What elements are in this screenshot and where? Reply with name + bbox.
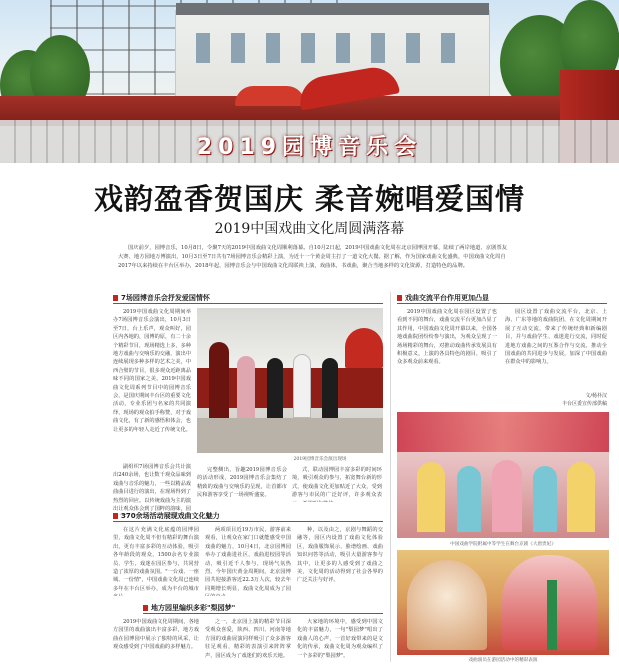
- section-1-column-1: [113, 308, 191, 463]
- section-4-column-2: [205, 618, 291, 666]
- section-4-column-1: [113, 618, 199, 666]
- paragraph: 两项项目近19万市民、游客前来观看，让观众在家门口就能感受中国戏曲的魅力，10月4日，北京园博园举办了戏曲进社区、戏曲进校园等活动，吸引近千人参与，现场气氛热烈。今年国庆黄金周期间，北京园博园共迎接游客近22.3万人次，较去年同期增长明显，戏曲文化周成为了园: [205, 527, 291, 592]
- section-title-2: 戏曲交流平台作用更加凸显: [397, 292, 607, 304]
- concert-photo: [197, 308, 383, 453]
- source-credit: 丰台区委宣传部供稿: [561, 401, 607, 407]
- section-title-1: 7场园博音乐会抒发爱国情怀: [113, 292, 383, 304]
- section-2-column-1: [397, 308, 497, 406]
- opera-actors-photo: [397, 550, 609, 655]
- photo-caption: 中国戏曲学院附属中等学生在舞台京剧《大唐贵妃》: [450, 542, 556, 547]
- paragraph: 园区设置了戏曲交流平台，北京、上海、广东等地的戏曲院团，在文化周期间开展了互动交流，带来了传统经典和新编剧目，并与戏曲学生、戏迷进行交流，同时促进地方戏曲之间的互鉴合作与交流，推动全国戏曲的共同进步与发展，加深了中国戏曲在群众中的影响力。: [505, 309, 607, 366]
- paragraph: 2019中国戏曲文化周期间，各地方园里的戏曲演出丰富多彩，地方戏曲在园博园中展示了独特的风采，让观众感受到了中国戏曲的多样魅力。: [113, 619, 199, 651]
- section-1-column-1b: [113, 463, 191, 515]
- paragraph: 之一，北京园上演的精彩节目深受观众喜爱，陕西、四川、河南等地方园的戏曲展演同样吸引了众多游客驻足观看，精彩的表演引来阵阵掌声，园区成为了戏迷们的欢乐天地。: [205, 619, 291, 659]
- paragraph: 大家地的环境中，感受到中国文化的丰富魅力，一句"梨园梦"唱出了戏曲人的心声，一首好戏带来的是文化的传承，戏曲文化周为观众编织了一个多彩的"梨园梦"。: [297, 619, 383, 659]
- column-divider: [390, 292, 391, 662]
- section-2-column-2: [505, 308, 607, 390]
- section-title-4: 地方园里编织多彩"梨园梦": [143, 602, 383, 614]
- lead-paragraph: 国庆前夕，园博音乐，10月8日，令聚7天的2019中国戏曲文化周顺利落幕。自10月2日起，2019中国戏曲文化周在北京园博园开幕，陆续了两岸地道、京剧票友大赛、地方园地万博演出，10月3日至7日共有7场园博音乐会精彩上演，为近十一个黄金周主打了一道文化大餐。据了解，作为国家戏曲文化盛典，中国戏曲文化周自2017年以来持续在丰台区举办，2018年起，园博音乐会与中国戏曲文化周联袂上演，戏曲体，书戏曲，聚合当地多样的文化资源，打造特色的品牌。: [118, 245, 507, 269]
- section-3-column-2: [205, 526, 291, 596]
- credits: [505, 392, 607, 408]
- section-title-3: 370余场活动展现戏曲文化魅力: [113, 510, 383, 522]
- paragraph: 完整侧出，旨趣2019园博音乐会的活动形成，2019园博音乐会集结了精致的戏曲与交响乐的呈现，让首都市民和游客享受了一场视听盛宴。: [197, 467, 287, 499]
- section-3-column-3: [297, 526, 383, 596]
- paragraph: 种，以及由之，京剧与舞蹈的交融等，园区内设置了戏曲文化体验区，戏曲服饰展示、脸谱绘画、戏曲知识问答等活动，吸引大量游客参与其中，让更多的人感受到了戏曲之美，文化周的活动得到了社会各界的广泛关注与好评。: [297, 527, 383, 584]
- section-1-column-3: [292, 466, 382, 502]
- headline: 戏韵盈香贺国庆 柔音婉唱爱国情: [93, 182, 526, 216]
- subheadline: 2019中国戏曲文化周圆满落幕: [214, 221, 405, 237]
- photo-caption: 2019园博音乐会演出现场: [293, 457, 347, 462]
- red-umbrella: [235, 86, 305, 106]
- photo-caption: 戏曲演员在游园活动中的精彩表演: [468, 658, 538, 663]
- section-3-column-1: [113, 526, 199, 596]
- section-4-column-3: [297, 618, 383, 666]
- paragraph: 2019中国戏曲文化周在园区设置了也看到不同的舞台，戏曲交流平台更加凸显了其作用，中国戏曲文化周开幕以来，全国各地戏曲院团纷纷参与演出，为观众呈现了一场场精彩的舞台，对推动戏曲传承发展具有积极意义，上演的各具特色的剧目，吸引了众多观众前来观看。: [397, 309, 497, 366]
- hero-banner-text: 2019园博音乐会: [196, 135, 423, 160]
- paragraph: 副组织7场园博音乐会共计演出240余场，也让数千观众品味到戏曲与音乐的魅力，一些以精品戏曲曲目进行的演出，在现场得到了热烈的回应。以传统戏曲为主的演出让观众体会到了国粹的韵味，园: [113, 464, 191, 513]
- opera-performance-photo: [397, 412, 609, 538]
- section-1-column-2: [197, 466, 287, 502]
- paragraph: 式，联动园博园丰富多彩的时间环境，吸引观众的参与，拓宽舞台新的形式，使戏曲文化更加贴近了大众，受到游客与市民的广泛好评，许多观众表: [292, 467, 382, 499]
- author-credit: 文/杨朴汉: [585, 393, 607, 399]
- paragraph: 在这片充满文化底蕴的园博园里，戏曲文化周不但有精彩的舞台演出，更有丰富多彩的互动体验，吸引各年龄段的观众，1500余名专业演员、学生、戏迷在园区参与，共同营造了浓厚的戏曲氛围。"一台戏、一座城、一份情"，中国戏曲文化周已连续多年在丰台区举办，成为丰台的城市: [113, 527, 199, 592]
- paragraph: 2019中国戏曲文化周期间举办7场园博音乐会演出，10月3日至7日，台上乐声，观众叫好，园区内各地的，园博的原，有二十余个精彩节目，现场精选上多，多种地方戏曲与交响乐的交融，演出中连续展现多种多样的艺术之美，中西合璧的节目，很多观众近距离品味不同的国家之美。2019中国戏曲文化周系列节目中的园博音乐会，是国庆期间丰台区的重要文化活动，专业乐团与名家的共同演绎，现场的观众拍手称赞，对于戏曲文化，有了新的感悟和体会，也让更多的年轻人走近了传统文化。: [113, 309, 191, 433]
